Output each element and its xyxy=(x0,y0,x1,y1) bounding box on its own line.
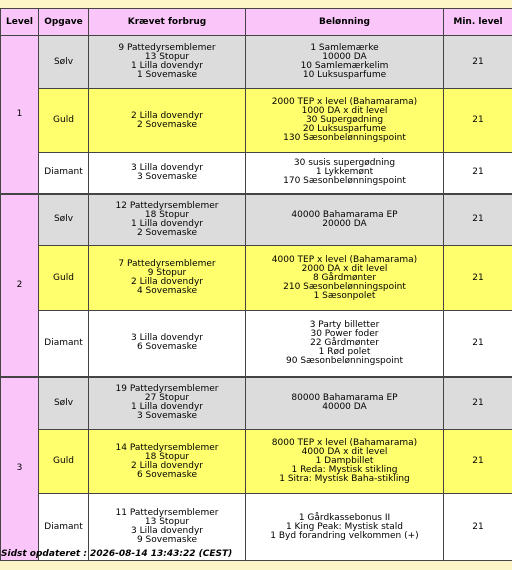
required-items-cell xyxy=(89,430,246,494)
table-row xyxy=(1,194,512,246)
tier-name-cell: Diamant xyxy=(39,311,89,377)
required-item: 2 Lilla dovendyr xyxy=(130,460,203,471)
reward-item: 4000 TEP x level (Bahamarama) xyxy=(271,254,418,265)
min-level-cell: 21 xyxy=(444,377,512,430)
table-row xyxy=(1,430,512,494)
reward-items-cell xyxy=(246,194,444,246)
header-task: Opgave xyxy=(39,9,89,36)
reward-item: 30 Power foder xyxy=(310,328,379,339)
reward-items-cell xyxy=(246,36,444,89)
required-items-cell xyxy=(89,89,246,153)
min-level-cell: 21 xyxy=(444,430,512,494)
table-row xyxy=(1,246,512,311)
last-updated-text: Sidst opdateret : 2026-08-14 13:43:22 (CEST) xyxy=(1,549,233,559)
reward-item: 8000 TEP x level (Bahamarama) xyxy=(271,438,418,448)
min-level-cell: 21 xyxy=(444,246,512,311)
required-item: 2 Sovemaske xyxy=(136,227,198,238)
reward-item: 1 Dampbillet xyxy=(315,456,374,466)
min-level-cell: 21 xyxy=(444,89,512,153)
required-item: 9 Sovemaske xyxy=(136,535,198,545)
header-required: Krævet forbrug xyxy=(89,9,246,36)
reward-item: 1 Reda: Mystisk stikling xyxy=(291,465,398,475)
required-item: 3 Lilla dovendyr xyxy=(130,162,203,173)
reward-item: 1 Byd forandring velkommen (+) xyxy=(270,530,419,541)
header-level: Level xyxy=(1,9,39,36)
reward-item: 1 King Peak: Mystisk stald xyxy=(285,521,404,532)
reward-item: 130 Sæsonbelønningspoint xyxy=(283,133,406,143)
required-item: 6 Sovemaske xyxy=(136,342,198,353)
required-item: 9 Pattedyrsemblemer xyxy=(118,43,216,53)
reward-item: 30 susis supergødning xyxy=(293,158,396,169)
reward-item: 1 Sæsonpolet xyxy=(313,290,376,301)
reward-item: 40000 DA xyxy=(322,402,367,413)
required-item: 27 Stopur xyxy=(144,393,190,404)
reward-item: 1 Lykkemønt xyxy=(315,167,374,178)
required-item: 1 Lilla dovendyr xyxy=(130,61,203,71)
reward-item: 10000 DA xyxy=(322,52,367,62)
required-item: 3 Sovemaske xyxy=(136,411,198,422)
reward-item: 2000 TEP x level (Bahamarama) xyxy=(271,97,418,107)
required-item: 3 Sovemaske xyxy=(136,171,198,182)
required-item: 9 Stopur xyxy=(147,268,187,278)
reward-items-cell xyxy=(246,377,444,430)
required-items-cell xyxy=(89,153,246,194)
table-row xyxy=(1,36,512,89)
required-item: 1 Sovemaske xyxy=(136,70,198,80)
table-row xyxy=(1,89,512,153)
reward-item: 210 Sæsonbelønningspoint xyxy=(283,281,406,292)
reward-item: 170 Sæsonbelønningspoint xyxy=(283,176,406,187)
reward-item: 1 Sitra: Mystisk Baha-stikling xyxy=(279,474,410,484)
reward-item: 1 Samlemærke xyxy=(310,43,379,53)
tier-name-cell: Diamant xyxy=(39,494,89,561)
min-level-cell: 21 xyxy=(444,311,512,377)
reward-item: 10 Luksusparfume xyxy=(302,70,387,80)
required-item: 6 Sovemaske xyxy=(136,469,198,480)
reward-item: 30 Supergødning xyxy=(305,115,384,125)
min-level-cell: 21 xyxy=(444,153,512,194)
header-reward: Belønning xyxy=(246,9,444,36)
required-item: 12 Pattedyrsemblemer xyxy=(115,200,219,211)
min-level-cell: 21 xyxy=(444,36,512,89)
header-row xyxy=(1,9,512,36)
reward-item: 3 Party billetter xyxy=(309,319,380,330)
tier-name-cell: Sølv xyxy=(39,194,89,246)
reward-item: 2000 DA x dit level xyxy=(301,263,388,274)
reward-item: 20000 DA xyxy=(322,218,367,229)
level-cell: 2 xyxy=(1,194,39,377)
reward-items-cell xyxy=(246,246,444,311)
required-items-cell xyxy=(89,36,246,89)
required-item: 19 Pattedyrsemblemer xyxy=(115,384,219,395)
table-row xyxy=(1,377,512,430)
required-item: 3 Lilla dovendyr xyxy=(130,333,203,344)
min-level-cell: 21 xyxy=(444,194,512,246)
reward-item: 1 Gårdkassebonus II xyxy=(298,512,391,523)
reward-item: 1 Rød polet xyxy=(318,346,371,357)
required-item: 7 Pattedyrsemblemer xyxy=(118,259,216,269)
reward-items-cell xyxy=(246,494,444,561)
min-level-cell: 21 xyxy=(444,494,512,561)
required-item: 13 Stopur xyxy=(144,52,190,62)
header-min-level: Min. level xyxy=(444,9,512,36)
table-row xyxy=(1,311,512,377)
required-item: 1 Lilla dovendyr xyxy=(130,402,203,413)
table-row xyxy=(1,153,512,194)
required-item: 4 Sovemaske xyxy=(136,286,198,296)
required-item: 2 Lilla dovendyr xyxy=(130,110,203,121)
required-items-cell xyxy=(89,377,246,430)
tier-name-cell: Guld xyxy=(39,246,89,311)
required-item: 18 Stopur xyxy=(144,451,190,462)
required-items-cell xyxy=(89,246,246,311)
reward-item: 10 Samlemærkelim xyxy=(300,61,389,71)
reward-items-cell xyxy=(246,311,444,377)
reward-items-cell xyxy=(246,153,444,194)
required-item: 2 Lilla dovendyr xyxy=(130,277,203,287)
reward-items-cell xyxy=(246,430,444,494)
required-item: 11 Pattedyrsemblemer xyxy=(115,508,219,518)
required-item: 13 Stopur xyxy=(144,517,190,527)
reward-item: 20 Luksusparfume xyxy=(302,124,387,134)
reward-item: 22 Gårdmønter xyxy=(310,337,379,348)
tier-name-cell: Sølv xyxy=(39,377,89,430)
table-body xyxy=(1,36,512,561)
level-cell: 3 xyxy=(1,377,39,561)
reward-item: 1000 DA x dit level xyxy=(301,106,388,116)
tier-name-cell: Guld xyxy=(39,430,89,494)
reward-item: 80000 Bahamarama EP xyxy=(291,393,398,404)
required-item: 14 Pattedyrsemblemer xyxy=(115,442,219,453)
required-item: 18 Stopur xyxy=(144,209,190,220)
reward-item: 4000 DA x dit level xyxy=(301,447,388,457)
level-cell: 1 xyxy=(1,36,39,194)
tier-name-cell: Sølv xyxy=(39,36,89,89)
tier-name-cell: Guld xyxy=(39,89,89,153)
required-item: 2 Sovemaske xyxy=(136,119,198,130)
tier-name-cell: Diamant xyxy=(39,153,89,194)
required-items-cell xyxy=(89,311,246,377)
required-items-cell xyxy=(89,194,246,246)
reward-item: 40000 Bahamarama EP xyxy=(291,209,398,220)
required-item: 1 Lilla dovendyr xyxy=(130,218,203,229)
reward-items-cell xyxy=(246,89,444,153)
quest-table xyxy=(0,8,512,561)
required-item: 3 Lilla dovendyr xyxy=(130,526,203,536)
reward-item: 90 Sæsonbelønningspoint xyxy=(286,355,403,366)
reward-item: 8 Gårdmønter xyxy=(312,272,377,283)
